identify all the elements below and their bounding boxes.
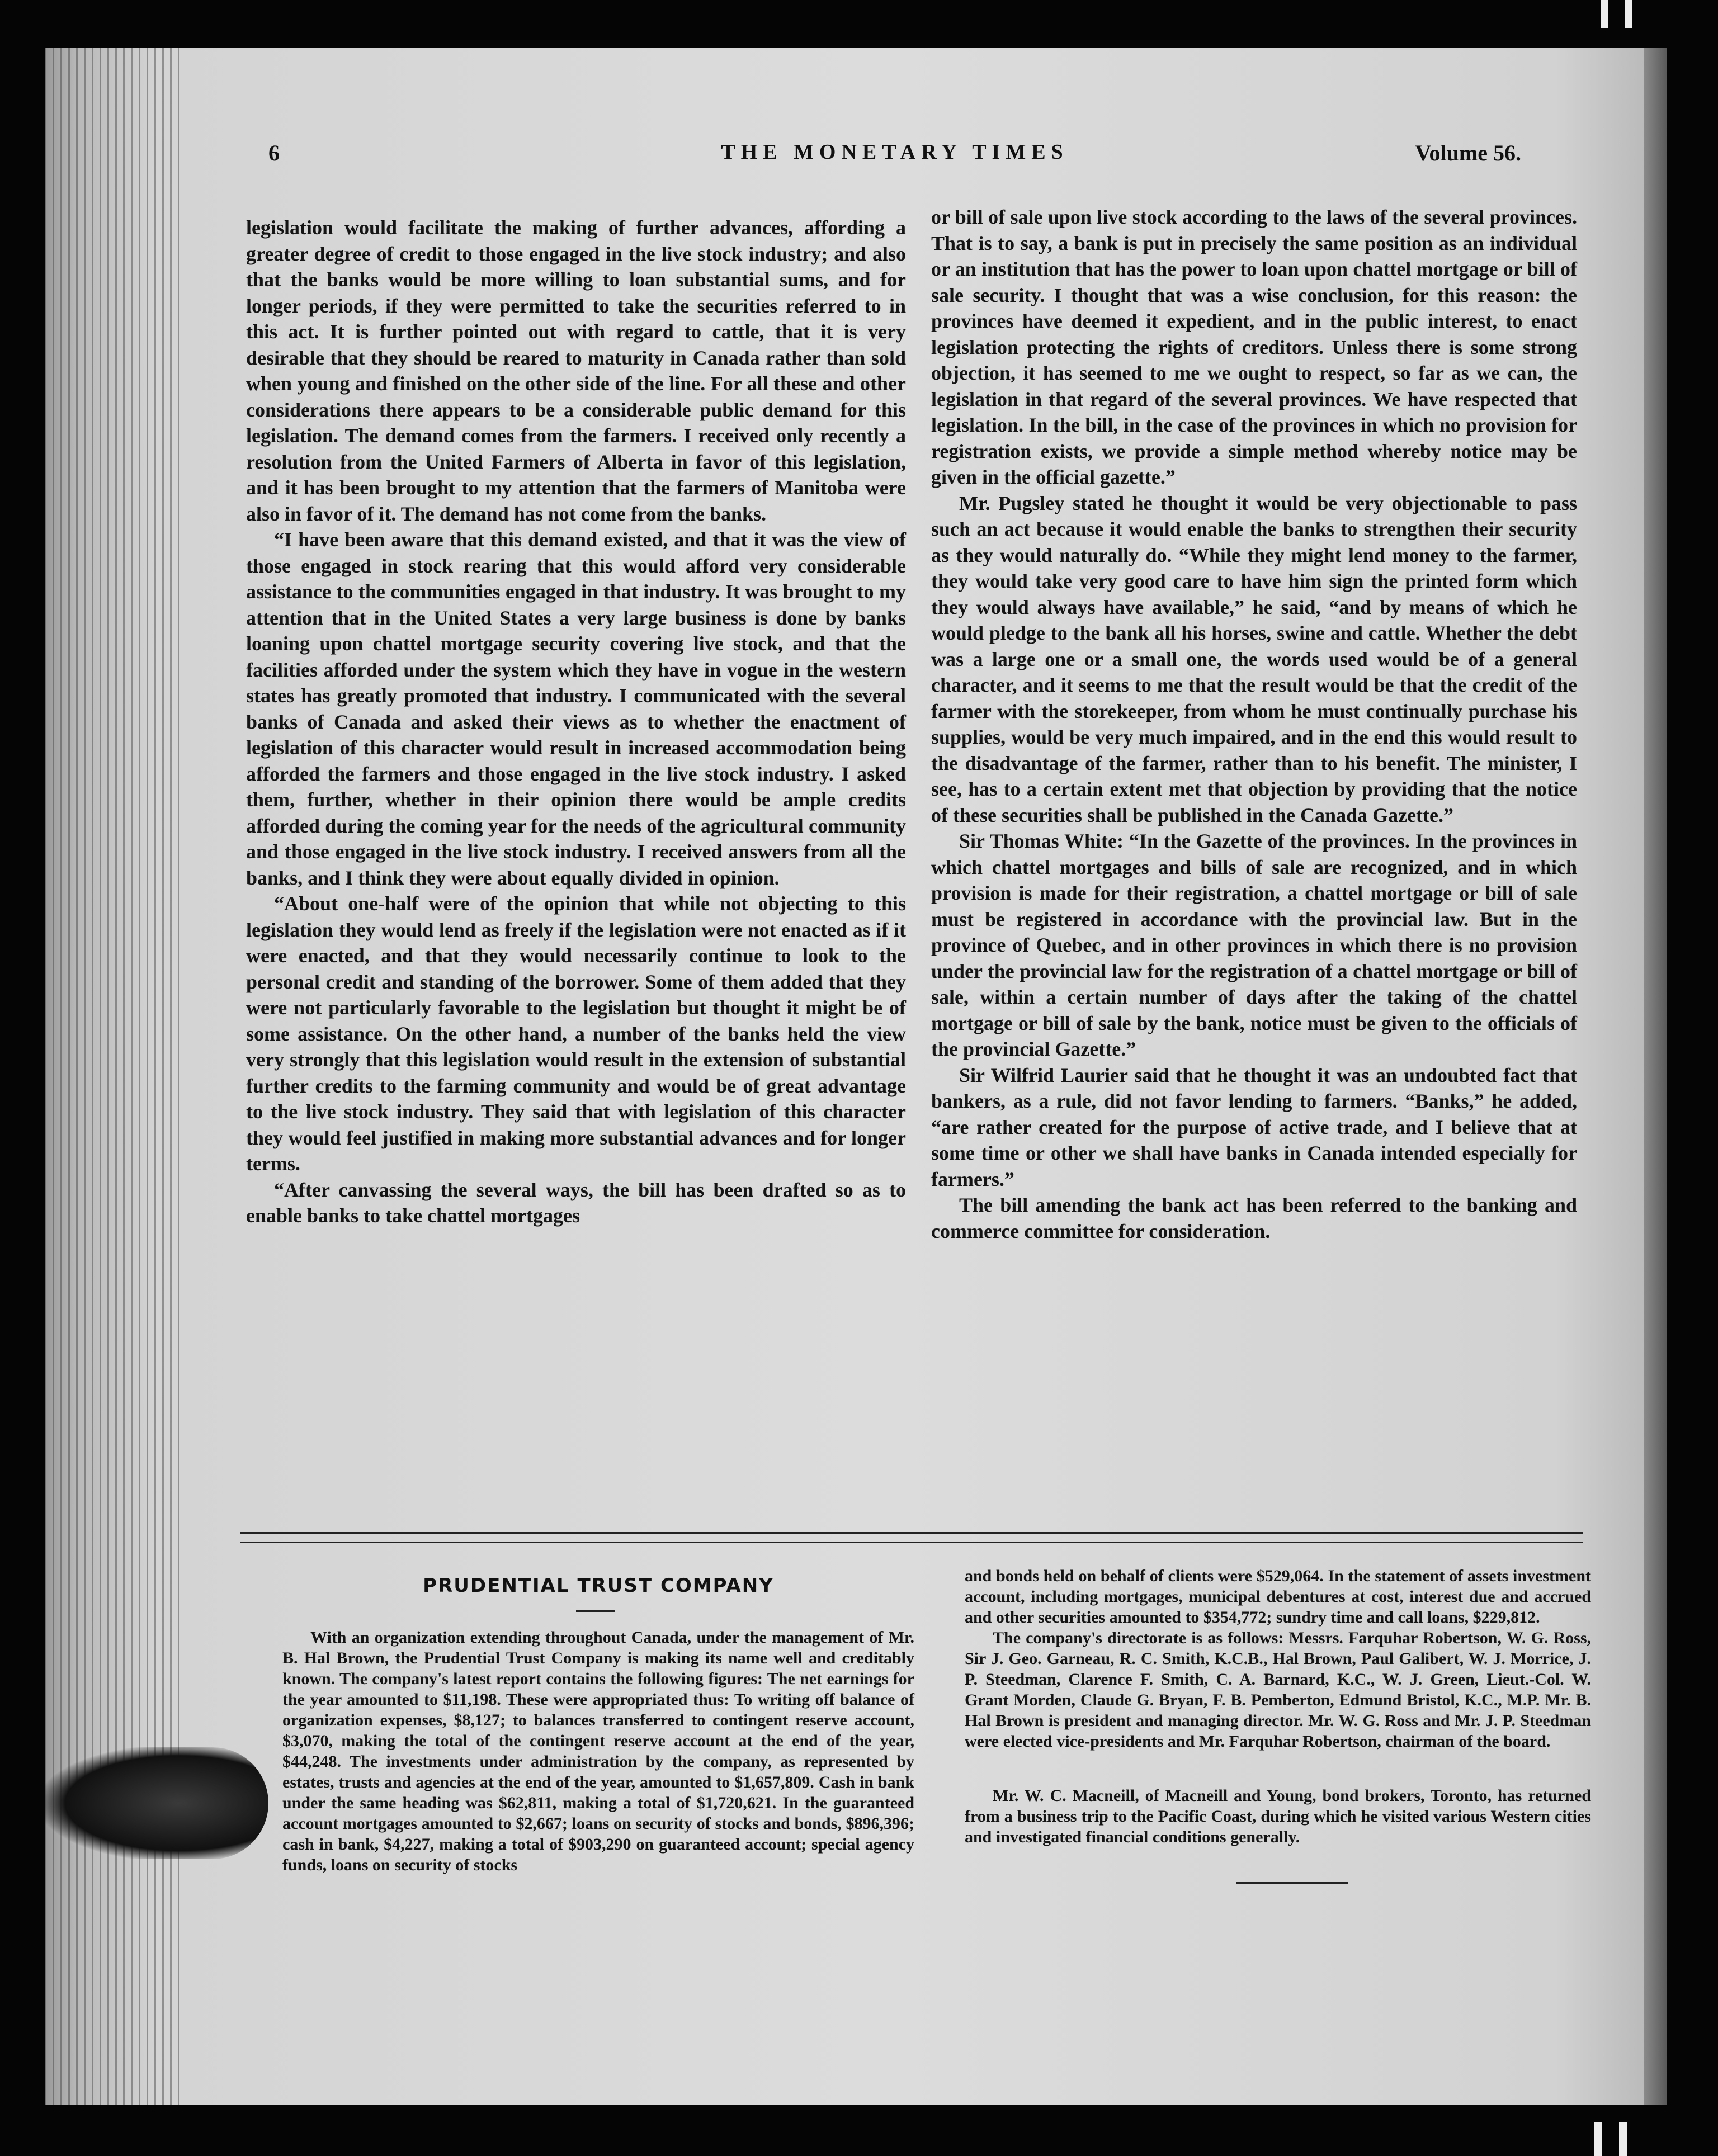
paragraph: The company's directorate is as follows: Messrs. Farquhar Robertson, W. G. Ross, Sir J. Geo. Garneau, R. C. Smith, K.C.B., Hal Brown, Paul Galibert, W. J. Morrice, J. P. Steedman, Clarence F. Smith, C. A. Barnard, K.C., W. J. Green, Lieut.-Col. W. Grant Morden, Claude G. Bryan, F. B. Pemberton, Edmund Bristol, K.C., M.P. Mr. B. Hal Brown is president and managing director. Mr. W. G. Ross and Mr. J. P. Steedman were elected vice-presidents and Mr. Farquhar Robertson, chairman of the board. [965,1629,1591,1751]
paragraph: legislation would facilitate the making of further advances, affording a greater degree of credit to those engaged in the live stock industry; and also that the banks would be more willing to loan substantial sums, and for longer periods, if they were permitted to take the securities referred to in this act. It is further pointed out with regard to cattle, that it is very desirable that they should be reared to maturity in Canada rather than sold when young and finished on the other side of the line. For all these and other considerations there appears to be a considerable public demand for this legislation. The demand comes from the farmers. I received only recently a resolution from the United Farmers of Alberta in favor of this legislation, and it has been brought to my attention that the farmers of Manitoba were also in favor of it. The demand has not come from the banks. [246,216,906,525]
news-note: Mr. W. C. Macneill, of Macneill and Young, bond brokers, Toronto, has returned from a business trip to the Pacific Coast, during which he visited various Western cities and investigated financial conditions generally. [965,1786,1591,1846]
article-column-right [931,204,1577,1244]
page-number: 6 [268,140,280,166]
paragraph: With an organization extending throughout Canada, under the management of Mr. B. Hal Brown, the Prudential Trust Company is making its name well and creditably known. The company's latest report contains the following figures: The net earnings for the year amounted to $11,198. These were appropriated thus: To writing off balance of organization expenses, $8,127; to balances transferred to contingent reserve account, $3,070, making the total of the contingent reserve account at the end of the year, $44,248. The investments under administration by the company, as represented by estates, trusts and agencies at the end of the year, amounted to $1,657,809. Cash in bank under the same heading was $62,811, making a total of $1,720,621. In the guaranteed account mortgages amounted to $2,667; loans on security of stocks and bonds, $896,396; cash in bank, $4,227, making a total of $903,290 on guaranteed account; special agency funds, loans on security of stocks [282,1628,914,1874]
paragraph: and bonds held on behalf of clients were $529,064. In the statement of assets investment account, including mortgages, municipal debentures at cost, interest due and accrued and other securities amounted to $354,772; sundry time and call loans, $229,812. [965,1567,1591,1627]
film-frame-mark [1601,0,1608,28]
title-underline [576,1610,615,1612]
film-frame-mark [1625,0,1632,28]
paragraph: Mr. Pugsley stated he thought it would be very objectionable to pass such an act because it would enable the banks to strengthen their security as they would naturally do. “While they might lend money to the farmer, they would take very good care to have him sign the printed form which they would always have available,” he said, “and by means of which he would pledge to the bank all his horses, swine and cattle. Whether the debt was a large one or a small one, the words used would be of a general character, and it seems to me that the result would be that the credit of the farmer with the storekeeper, from whom he must continually purchase his supplies, would be very much impaired, and in the end this would result to the disadvantage of the farmer, rather than to his benefit. The minister, I see, has to a certain extent met that objection by providing that the notice of these securities shall be published in the Canada Gazette.” [931,491,1577,826]
masthead-title: THE MONETARY TIMES [721,140,1069,164]
section-title: PRUDENTIAL TRUST COMPANY [423,1575,774,1597]
paragraph: “About one-half were of the opinion that while not objecting to this legislation they would lend as freely if the legislation were not enacted as if it were enacted, and that they would necessarily continue to look to the personal credit and standing of the borrower. Some of them added that they were not particularly favorable to the legislation but thought it might be of some assistance. On the other hand, a number of the banks held the view very strongly that this legislation would result in the extension of substantial further credits to the farming community and would be of great advantage to the live stock industry. They said that with legislation of this character they would feel justified in making more substantial advances and for longer terms. [246,892,906,1175]
paragraph: Sir Wilfrid Laurier said that he thought it was an undoubted fact that bankers, as a rule, did not favor lending to farmers. “Banks,” he added, “are rather created for the purpose of active trade, and I believe that at some time or other we shall have banks in Canada intended especially for farmers.” [931,1063,1577,1190]
paragraph: The bill amending the bank act has been referred to the banking and commerce committee for consideration. [931,1194,1577,1242]
film-frame-mark [1619,2122,1627,2156]
page-right-edge [1644,48,1667,2105]
film-frame-mark [1594,2122,1602,2156]
note-divider [1236,1882,1348,1884]
section-divider [240,1532,1583,1543]
article-column-left [246,215,906,1229]
paragraph: or bill of sale upon live stock according to the laws of the several provinces. That is to say, a bank is put in precisely the same position as an individual or an institution that has the power to loan upon chattel mortgage or bill of sale security. I thought that was a wise conclusion, for this reason: the provinces have deemed it expedient, and in the public interest, to enact legislation protecting the rights of creditors. Unless there is some strong objection, it has seemed to me we ought to respect, so far as we can, the legislation in that regard of the several provinces. We have respected that legislation. In the bill, in the case of the provinces in which no provision for registration exists, we provide a simple method whereby notice may be given in the official gazette.” [931,206,1577,488]
report-column-right [965,1566,1591,1847]
paragraph: Sir Thomas White: “In the Gazette of the provinces. In the provinces in which chattel mortgages and bills of sale are recognized, and in which provision is made for their registration, a chattel mortgage or bill of sale must be registered in accordance with the provincial law. But in the province of Quebec, and in other provinces in which there is no provision under the provincial law for the registration of a chattel mortgage or bill of sale, within a certain number of days after the taking of the chattel mortgage or bill of sale by the bank, notice must be given to the officials of the provincial Gazette.” [931,830,1577,1060]
paragraph: “I have been aware that this demand existed, and that it was the view of those engaged in stock rearing that this would afford very considerable assistance to the communities engaged in that industry. It was brought to my attention that in the United States a very large business is done by banks loaning upon chattel mortgage security covering live stock, and that the facilities afforded under the system which they have in vogue in the western states has greatly promoted that industry. I communicated with the several banks of Canada and asked their views as to whether the enactment of legislation of this character would result in increased accommodation being afforded the farmers and those engaged in the live stock industry. I asked them, further, whether in their opinion there would be ample credits afforded during the coming year for the needs of the agricultural community and those engaged in the live stock industry. I received answers from all the banks, and I think they were about equally divided in opinion. [246,528,906,889]
paragraph: “After canvassing the several ways, the bill has been drafted so as to enable banks to take chattel mortgages [246,1178,906,1227]
volume-label: Volume 56. [1415,140,1521,166]
report-column-left [282,1627,914,1875]
thumb-shadow [45,1747,268,1859]
page-header [268,140,1521,173]
